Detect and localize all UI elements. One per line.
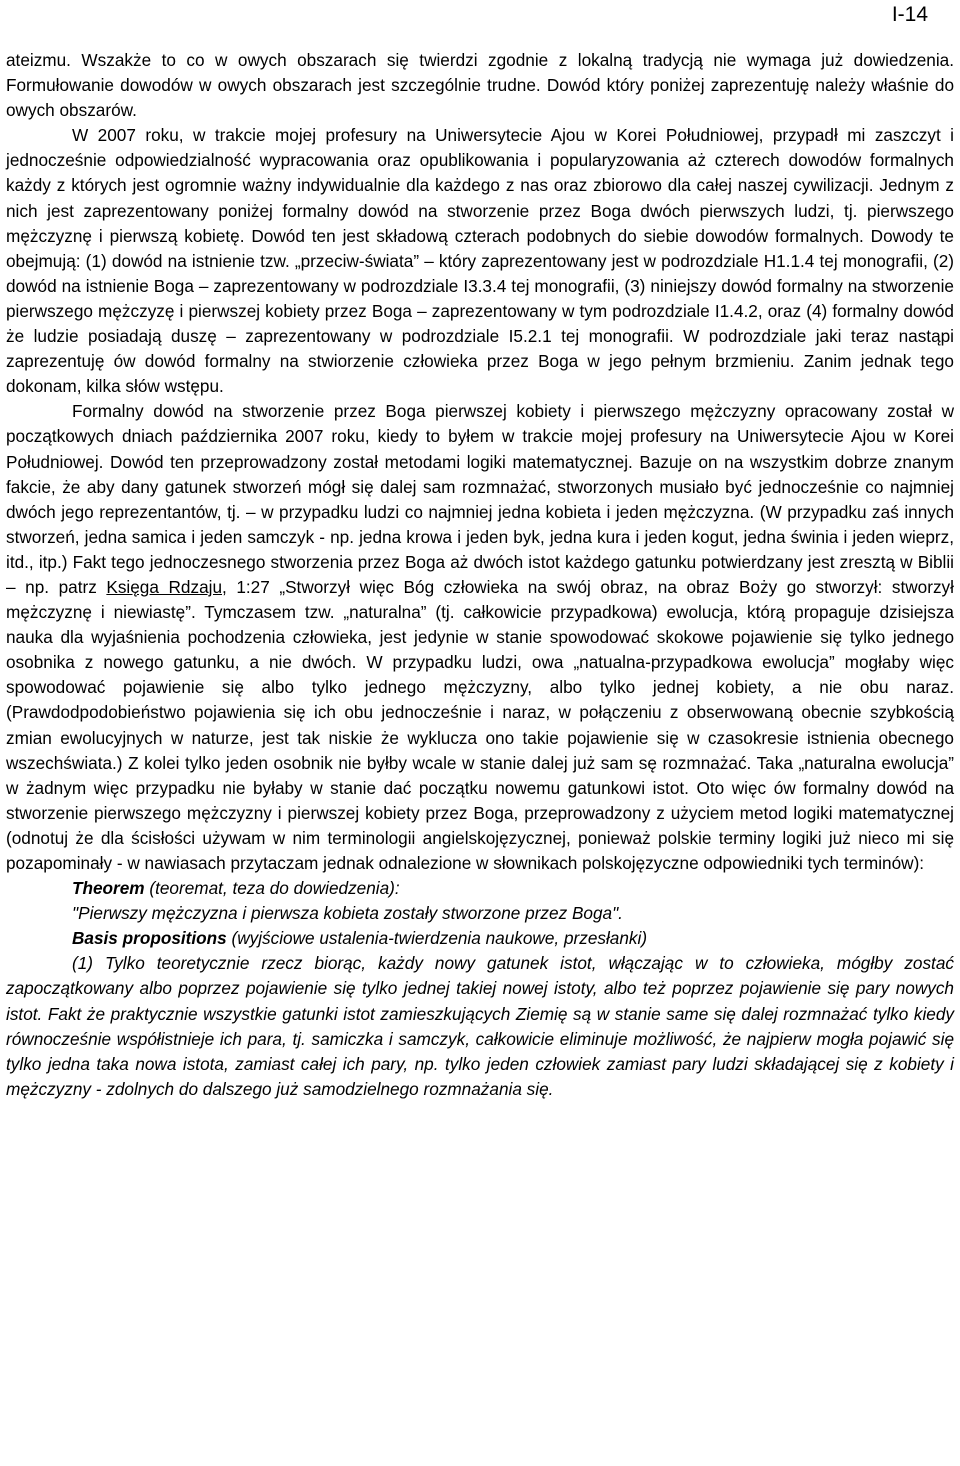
document-body: [6, 48, 954, 1102]
theorem-heading: [72, 876, 954, 901]
basis-proposition-1: (1) Tylko teoretycznie rzecz biorąc, każdy nowy gatunek istot, włączając w to człowieka, mógłby zostać zapoczątkowany albo poprzez pojawienie się tylko jednej takiej nowej istoty, albo też poprzez pojawienie się pary nowych istot. Fakt że praktycznie wszystkie gatunki istot zamieszkujących Ziemię są w stanie same się dalej rozmnażać tylko kiedy równocześnie współistnieje ich para, tj. samiczka i samczyk, całkowicie eliminuje możliwość, że najpierw mogła pojawić się tylko jedna taka nowa istota, zamiast całej ich pary, np. tylko jeden człowiek zamiast pary ludzi składającej się z kobiety i mężczyzny - zdolnych do dalszego już samodzielnego rozmnażania się.: [6, 953, 954, 1099]
paragraph-formal-proof: [6, 399, 954, 876]
theorem-block: [6, 876, 954, 951]
paragraph-profesura: W 2007 roku, w trakcie mojej profesury na Uniwersytecie Ajou w Korei Południowej, przypadł mi zaszczyt i jednocześnie odpowiedzialność wypracowania oraz opublikowania i popularyzowania aż czterech dowodów formalnych każdy z których jest ogromnie ważny indywidualnie dla każdego z nas oraz zbiorowo dla całej naszej cywilizacji. Jednym z nich jest zaprezentowany poniżej formalny dowód na stworzenie przez Boga dwóch pierwszych ludzi, tj. pierwszego mężczyznę i pierwszą kobietę. Dowód ten jest składową czterach podobnych do siebie dowodów formalnych. Dowody te obejmują: (1) dowód na istnienie tzw. „przeciw-świata” – który zaprezentowany jest w podrozdziale H1.1.4 tej monografii, (2) dowód na istnienie Boga – zaprezentowany w podrozdziale I3.3.4 tej monografii, (3) niniejszy dowód formalny na stworzenie pierwszego mężczyzę i pierwszej kobiety przez Boga – zaprezentowany w tym podrozdziale I1.4.2, oraz (4) formalny dowód że ludzie posiadają duszę – zaprezentowany w podrozdziale I5.2.1 tej monografii. W podrozdziale jaki teraz nastąpi zaprezentuję ów dowód formalny na stwiorzenie człowieka przez Boga w jego pełnym brzmieniu. Zanim jednak tego dokonam, kilka słów wstępu.: [6, 125, 954, 397]
page-number: I-14: [891, 3, 928, 26]
basis-label: Basis propositions: [72, 928, 227, 949]
ksiega-rdzaju-link[interactable]: Księga Rdzaju: [106, 576, 222, 597]
basis-note: (wyjściowe ustalenia-twierdzenia naukowe, przesłanki): [226, 928, 648, 949]
paragraph-formal-proof-part1: Formalny dowód na stworzenie przez Boga pierwszej kobiety i pierwszego mężczyzny opracowany został w początkowych dniach października 2007 roku, kiedy to byłem w trakcie mojej profesury na Uniwersytecie Ajou w Korei Południowej. Dowód ten przeprowadzony został metodami logiki matematycznej. Bazuje on na wszystkim dobrze znanym fakcie, że aby dany gatunek stworzeń mógł się dalej sam rozmnażać, stworzonych musiało być jednocześnie co najmniej dwóch jego reprezentantów, tj. – w przypadku ludzi co najmniej jedna kobieta i jeden mężczyzna. (W przypadku zaś innych stworzeń, jedna samica i jeden samczyk - np. jedna krowa i jeden byk, jedna kura i jeden kogut, jedna świnia i jeden wieprz, itd., itp.) Fakt tego jednoczesnego stworzenia przez Boga aż dwóch istot każdego gatunku potwierdzany jest zresztą w Biblii – np. patrz: [6, 401, 954, 597]
theorem-text: "Pierwszy mężczyzna i pierwsza kobieta zostały stworzone przez Boga".: [72, 903, 623, 924]
paragraph-formal-proof-part2: , 1:27 „Stworzył więc Bóg człowieka na swój obraz, na obraz Boży go stworzył: stworzył mężczyznę i niewiastę”. Tymczasem tzw. „naturalna” (tj. całkowicie przypadkowa) ewolucja, którą propaguje dzisiejsza nauka dla wyjaśnienia pochodzenia człowieka, jest jedynie w stanie spowodować skokowe pojawienie się tylko jednego osobnika z nowego gatunku, a nie dwóch. W przypadku ludzi, owa „natualna-przypadkowa ewolucja” mogłaby więc spowodować pojawienie się albo tylko jednego mężczyzny, albo tylko jednej kobiety, a nie obu naraz. (Prawdodpodobieństwo pojawienia się ich obu jednocześnie i naraz, w połączeniu z obserwowaną obecnie szybkością zmian ewolucyjnych w naturze, jest tak niskie że wyklucza ono takie pojawienie się w czasokresie istnienia obecnego wszechświata.) Z kolei tylko jeden osobnik nie byłby wcale w stanie dalej już sam sę rozmnażać. Taka „naturalna ewolucja” w żadnym więc przypadku nie byłaby w stanie dać początku nowemu gatunkowi istot. Oto więc ów formalny dowód na stworzenie pierwszego mężczyzny i pierwszej kobiety przez Boga, przeprowadzony z użyciem metod logiki matematycznej (odnotuj że dla ścisłości używam w nim terminologii angielskojęzycznej, ponieważ polskie terminy logiki już nieco mi się pozapominały - w nawiasach przytaczam jednak odnalezione w słownikach polskojęzyczne odpowiedniki tych terminów):: [6, 576, 954, 873]
basis-heading: [72, 926, 954, 951]
theorem-label: Theorem: [72, 878, 145, 899]
paragraph-intro: ateizmu. Wszakże to co w owych obszarach się twierdzi zgodnie z lokalną tradycją nie wymaga już dowiedzenia. Formułowanie dowodów w owych obszarach jest szczególnie trudne. Dowód który poniżej zaprezentuję należy właśnie do owych obszarów.: [6, 50, 954, 121]
theorem-note: (teoremat, teza do dowiedzenia):: [144, 878, 400, 899]
